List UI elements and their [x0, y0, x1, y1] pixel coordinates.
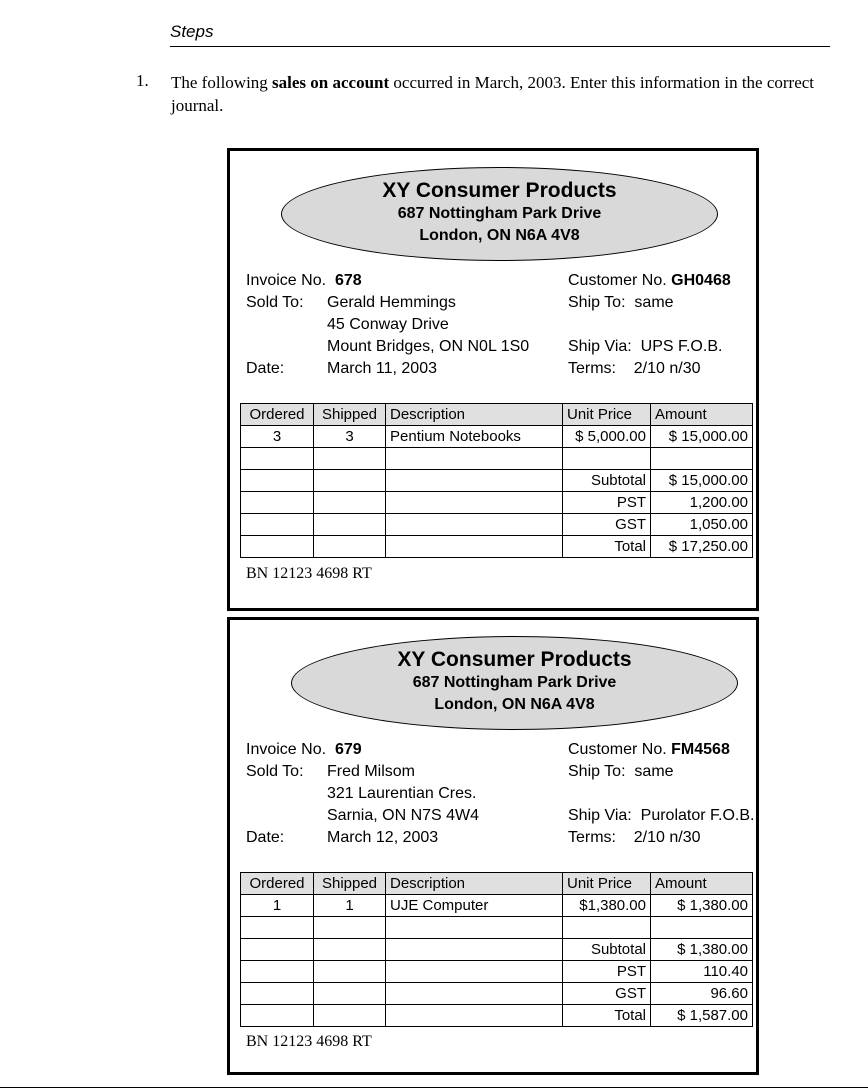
- ship-to-label: Ship To:: [568, 763, 626, 780]
- col-description: Description: [386, 404, 563, 426]
- col-unit-price: Unit Price: [563, 404, 651, 426]
- item-number: 1.: [136, 71, 149, 90]
- item-text-after: occurred in March, 2003. Enter this information in the correct journal.: [171, 73, 815, 115]
- table-header-row: [241, 873, 753, 895]
- customer-number-label: Customer No.: [568, 741, 667, 758]
- sold-to-street: 321 Laurentian Cres.: [327, 785, 477, 802]
- ship-via: [568, 807, 754, 825]
- sold-to-label: Sold To:: [246, 294, 304, 311]
- ship-to-value: same: [634, 294, 674, 311]
- ship-to-value: same: [634, 763, 674, 780]
- table-row-empty: [241, 448, 753, 470]
- company-address-line2: London, ON N6A 4V8: [434, 696, 595, 713]
- total-row: [241, 536, 753, 558]
- col-shipped: Shipped: [314, 404, 386, 426]
- ship-to: [568, 294, 674, 312]
- invoice-number: [246, 272, 362, 290]
- sold-to-name: Gerald Hemmings: [327, 294, 456, 311]
- table-row-empty: [241, 917, 753, 939]
- ship-via-label: Ship Via:: [568, 338, 632, 355]
- cell-ordered: 3: [241, 426, 314, 448]
- gst-row: [241, 983, 753, 1005]
- col-ordered: Ordered: [241, 873, 314, 895]
- subtotal-label: Subtotal: [563, 470, 651, 492]
- terms-label: Terms:: [568, 360, 616, 377]
- col-unit-price: Unit Price: [563, 873, 651, 895]
- invoice-number-label: Invoice No.: [246, 272, 327, 289]
- subtotal-label: Subtotal: [563, 939, 651, 961]
- ship-to: [568, 763, 674, 781]
- cell-description: Pentium Notebooks: [386, 426, 563, 448]
- cell-amount: $ 1,380.00: [651, 895, 753, 917]
- table-row: [241, 895, 753, 917]
- item-text-bold: sales on account: [272, 73, 390, 92]
- sold-to-city: Sarnia, ON N7S 4W4: [327, 807, 480, 824]
- customer-number: [568, 741, 730, 759]
- business-number: BN 12123 4698 RT: [246, 1033, 372, 1050]
- col-amount: Amount: [651, 404, 753, 426]
- company-header: [291, 636, 738, 730]
- terms-label: Terms:: [568, 829, 616, 846]
- total-value: $ 1,587.00: [651, 1005, 753, 1027]
- cell-unit-price: $ 5,000.00: [563, 426, 651, 448]
- pst-label: PST: [563, 492, 651, 514]
- col-shipped: Shipped: [314, 873, 386, 895]
- gst-value: 1,050.00: [651, 514, 753, 536]
- col-ordered: Ordered: [241, 404, 314, 426]
- terms: [568, 360, 701, 378]
- pst-value: 110.40: [651, 961, 753, 983]
- company-header: [281, 167, 718, 261]
- terms-value: 2/10 n/30: [633, 360, 701, 377]
- col-amount: Amount: [651, 873, 753, 895]
- cell-unit-price: $1,380.00: [563, 895, 651, 917]
- customer-number-value: FM4568: [671, 741, 730, 758]
- gst-label: GST: [563, 514, 651, 536]
- cell-shipped: 3: [314, 426, 386, 448]
- cell-ordered: 1: [241, 895, 314, 917]
- terms: [568, 829, 701, 847]
- pst-row: [241, 492, 753, 514]
- date-label: Date:: [246, 360, 285, 377]
- date-value: March 11, 2003: [327, 360, 437, 377]
- gst-label: GST: [563, 983, 651, 1005]
- business-number: BN 12123 4698 RT: [246, 565, 372, 582]
- subtotal-value: $ 1,380.00: [651, 939, 753, 961]
- total-label: Total: [563, 536, 651, 558]
- date-value: March 12, 2003: [327, 829, 439, 846]
- invoice-678: [227, 148, 759, 611]
- col-description: Description: [386, 873, 563, 895]
- total-row: [241, 1005, 753, 1027]
- total-value: $ 17,250.00: [651, 536, 753, 558]
- pst-row: [241, 961, 753, 983]
- sold-to-name: Fred Milsom: [327, 763, 416, 780]
- sold-to-street: 45 Conway Drive: [327, 316, 449, 333]
- invoice-number-label: Invoice No.: [246, 741, 327, 758]
- subtotal-value: $ 15,000.00: [651, 470, 753, 492]
- table-header-row: [241, 404, 753, 426]
- gst-row: [241, 514, 753, 536]
- ship-via-value: Purolator F.O.B.: [640, 807, 755, 824]
- company-address-line1: 687 Nottingham Park Drive: [412, 674, 617, 691]
- table-row: [241, 426, 753, 448]
- steps-heading: Steps: [170, 22, 830, 47]
- item-text-before: The following: [171, 73, 273, 92]
- gst-value: 96.60: [651, 983, 753, 1005]
- invoice-number-value: 679: [334, 741, 362, 758]
- customer-number-value: GH0468: [671, 272, 731, 289]
- terms-value: 2/10 n/30: [633, 829, 701, 846]
- pst-value: 1,200.00: [651, 492, 753, 514]
- customer-number: [568, 272, 731, 290]
- total-label: Total: [563, 1005, 651, 1027]
- subtotal-row: [241, 470, 753, 492]
- invoice-lines-table: [240, 403, 753, 558]
- sold-to-label: Sold To:: [246, 763, 304, 780]
- date-label: Date:: [246, 829, 285, 846]
- ship-via: [568, 338, 722, 356]
- customer-number-label: Customer No.: [568, 272, 667, 289]
- invoice-number-value: 678: [334, 272, 362, 289]
- cell-amount: $ 15,000.00: [651, 426, 753, 448]
- sold-to-city: Mount Bridges, ON N0L 1S0: [327, 338, 530, 355]
- page-bottom-rule: [0, 1087, 868, 1088]
- company-name: XY Consumer Products: [397, 648, 632, 671]
- ship-via-value: UPS F.O.B.: [640, 338, 723, 355]
- cell-description: UJE Computer: [386, 895, 563, 917]
- item-instructions: [171, 71, 831, 117]
- invoice-number: [246, 741, 362, 759]
- invoice-lines-table: [240, 872, 753, 1027]
- ship-via-label: Ship Via:: [568, 807, 632, 824]
- ship-to-label: Ship To:: [568, 294, 626, 311]
- subtotal-row: [241, 939, 753, 961]
- invoice-679: [227, 617, 759, 1075]
- cell-shipped: 1: [314, 895, 386, 917]
- company-address-line2: London, ON N6A 4V8: [419, 227, 580, 244]
- company-name: XY Consumer Products: [382, 179, 617, 202]
- pst-label: PST: [563, 961, 651, 983]
- company-address-line1: 687 Nottingham Park Drive: [397, 205, 602, 222]
